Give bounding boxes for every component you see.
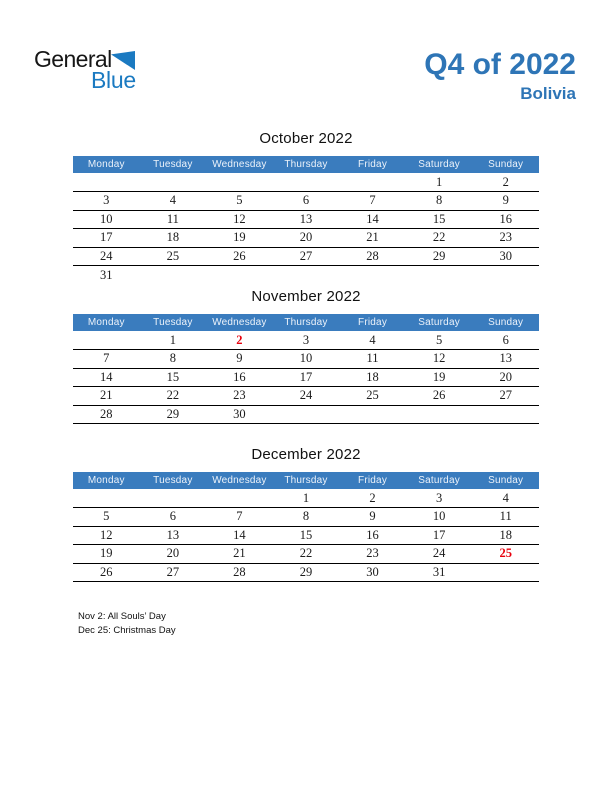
empty-day-cell — [406, 405, 473, 424]
day-cell: 29 — [406, 247, 473, 266]
weekday-label: Thursday — [273, 156, 340, 173]
week-row — [73, 350, 539, 369]
day-cell: 31 — [406, 563, 473, 582]
month-table — [73, 314, 539, 424]
footnote-line: Dec 25: Christmas Day — [78, 625, 176, 636]
weekday-label: Thursday — [273, 472, 340, 489]
empty-day-cell — [339, 405, 406, 424]
empty-day-cell — [339, 173, 406, 192]
empty-day-cell — [273, 173, 340, 192]
month-table — [73, 472, 539, 582]
day-cell: 1 — [406, 173, 473, 192]
day-cell: 26 — [73, 563, 140, 582]
day-cell: 22 — [406, 229, 473, 248]
day-cell: 19 — [73, 545, 140, 564]
weekday-label: Tuesday — [140, 472, 207, 489]
day-cell: 2 — [339, 489, 406, 508]
month-title: November 2022 — [251, 288, 361, 305]
empty-day-cell — [140, 173, 207, 192]
weekday-label: Monday — [73, 472, 140, 489]
day-cell: 13 — [472, 350, 539, 369]
weekday-header-row — [73, 472, 539, 489]
day-cell: 26 — [406, 387, 473, 406]
empty-day-cell — [273, 266, 340, 285]
day-cell: 28 — [73, 405, 140, 424]
weekday-label: Wednesday — [206, 314, 273, 331]
day-cell: 2 — [472, 173, 539, 192]
weekday-label: Sunday — [472, 314, 539, 331]
empty-day-cell — [206, 489, 273, 508]
day-cell: 13 — [140, 526, 207, 545]
week-row — [73, 563, 539, 582]
weekday-label: Sunday — [472, 472, 539, 489]
page-header — [34, 48, 576, 104]
day-cell: 25 — [140, 247, 207, 266]
day-cell: 11 — [339, 350, 406, 369]
day-cell: 14 — [73, 368, 140, 387]
weekday-label: Saturday — [406, 156, 473, 173]
day-cell: 22 — [273, 545, 340, 564]
day-cell: 16 — [339, 526, 406, 545]
country-subtitle: Bolivia — [520, 84, 576, 103]
week-row — [73, 192, 539, 211]
week-row — [73, 508, 539, 527]
empty-day-cell — [472, 563, 539, 582]
week-row — [73, 387, 539, 406]
weekday-label: Saturday — [406, 472, 473, 489]
day-cell: 12 — [206, 210, 273, 229]
day-cell: 27 — [140, 563, 207, 582]
weekday-label: Tuesday — [140, 314, 207, 331]
holiday-footnotes — [78, 610, 612, 638]
day-cell: 7 — [73, 350, 140, 369]
month-calendar — [0, 446, 612, 582]
day-cell: 15 — [140, 368, 207, 387]
day-cell: 17 — [73, 229, 140, 248]
weekday-label: Sunday — [472, 156, 539, 173]
day-cell: 8 — [273, 508, 340, 527]
week-row — [73, 331, 539, 350]
day-cell: 19 — [406, 368, 473, 387]
day-cell: 13 — [273, 210, 340, 229]
day-cell: 6 — [273, 192, 340, 211]
day-cell: 20 — [140, 545, 207, 564]
empty-day-cell — [273, 405, 340, 424]
day-cell: 21 — [73, 387, 140, 406]
day-cell: 7 — [339, 192, 406, 211]
day-cell: 9 — [472, 192, 539, 211]
day-cell: 25 — [472, 545, 539, 564]
week-row — [73, 173, 539, 192]
weekday-label: Wednesday — [206, 156, 273, 173]
empty-day-cell — [472, 266, 539, 285]
weekday-label: Friday — [339, 314, 406, 331]
day-cell: 27 — [472, 387, 539, 406]
day-cell: 20 — [273, 229, 340, 248]
empty-day-cell — [206, 266, 273, 285]
day-cell: 29 — [273, 563, 340, 582]
weekday-header-row — [73, 156, 539, 173]
day-cell: 24 — [406, 545, 473, 564]
day-cell: 18 — [339, 368, 406, 387]
day-cell: 3 — [406, 489, 473, 508]
day-cell: 23 — [472, 229, 539, 248]
title-block — [424, 48, 576, 104]
empty-day-cell — [140, 489, 207, 508]
day-cell: 17 — [273, 368, 340, 387]
day-cell: 1 — [140, 331, 207, 350]
day-cell: 6 — [140, 508, 207, 527]
day-cell: 3 — [73, 192, 140, 211]
day-cell: 31 — [100, 267, 113, 282]
week-row — [73, 545, 539, 564]
day-cell: 12 — [406, 350, 473, 369]
day-cell: 20 — [472, 368, 539, 387]
day-cell: 14 — [206, 526, 273, 545]
day-cell: 5 — [206, 192, 273, 211]
day-cell: 16 — [206, 368, 273, 387]
day-cell: 8 — [140, 350, 207, 369]
day-cell: 4 — [140, 192, 207, 211]
week-row — [73, 405, 539, 424]
day-cell: 26 — [206, 247, 273, 266]
weekday-label: Thursday — [273, 314, 340, 331]
empty-day-cell — [339, 266, 406, 285]
empty-day-cell — [73, 489, 140, 508]
day-cell: 24 — [73, 247, 140, 266]
week-row — [73, 210, 539, 229]
day-cell: 30 — [472, 247, 539, 266]
logo-text-blue: Blue — [91, 67, 136, 93]
week-row — [73, 368, 539, 387]
day-cell: 12 — [73, 526, 140, 545]
day-cell: 19 — [206, 229, 273, 248]
weekday-label: Friday — [339, 472, 406, 489]
logo-text-general: General — [34, 46, 112, 72]
day-cell: 9 — [339, 508, 406, 527]
day-cell: 24 — [273, 387, 340, 406]
day-cell: 18 — [472, 526, 539, 545]
empty-day-cell — [206, 173, 273, 192]
day-cell: 4 — [339, 331, 406, 350]
day-cell: 21 — [339, 229, 406, 248]
day-cell: 30 — [339, 563, 406, 582]
footnote-line: Nov 2: All Souls’ Day — [78, 611, 166, 622]
empty-day-cell — [140, 266, 207, 285]
week-row — [73, 229, 539, 248]
month-title: December 2022 — [251, 446, 361, 463]
day-cell: 23 — [206, 387, 273, 406]
weekday-label: Saturday — [406, 314, 473, 331]
day-cell: 29 — [140, 405, 207, 424]
month-table — [73, 156, 539, 284]
weekday-label: Monday — [73, 156, 140, 173]
day-cell: 5 — [406, 331, 473, 350]
day-cell: 11 — [472, 508, 539, 527]
day-cell: 14 — [339, 210, 406, 229]
day-cell: 10 — [273, 350, 340, 369]
day-cell: 4 — [472, 489, 539, 508]
empty-day-cell — [472, 405, 539, 424]
weekday-label: Wednesday — [206, 472, 273, 489]
months-container — [0, 130, 612, 582]
week-row — [73, 266, 539, 285]
month-calendar — [0, 130, 612, 284]
day-cell: 9 — [206, 350, 273, 369]
day-cell: 8 — [406, 192, 473, 211]
day-cell: 28 — [339, 247, 406, 266]
empty-day-cell — [406, 266, 473, 285]
day-cell: 17 — [406, 526, 473, 545]
month-calendar — [0, 288, 612, 424]
day-cell: 25 — [339, 387, 406, 406]
day-cell: 3 — [273, 331, 340, 350]
day-cell: 1 — [273, 489, 340, 508]
page-title: Q4 of 2022 — [424, 48, 576, 81]
week-row — [73, 526, 539, 545]
month-title: October 2022 — [259, 130, 353, 147]
day-cell: 27 — [273, 247, 340, 266]
day-cell: 30 — [206, 405, 273, 424]
weekday-label: Monday — [73, 314, 140, 331]
day-cell: 11 — [140, 210, 207, 229]
week-row — [73, 489, 539, 508]
day-cell: 10 — [73, 210, 140, 229]
day-cell: 2 — [206, 331, 273, 350]
day-cell: 5 — [73, 508, 140, 527]
day-cell: 23 — [339, 545, 406, 564]
day-cell: 28 — [206, 563, 273, 582]
day-cell: 15 — [406, 210, 473, 229]
weekday-label: Friday — [339, 156, 406, 173]
day-cell: 15 — [273, 526, 340, 545]
day-cell: 18 — [140, 229, 207, 248]
empty-day-cell — [73, 331, 140, 350]
day-cell: 7 — [206, 508, 273, 527]
weekday-header-row — [73, 314, 539, 331]
week-row — [73, 247, 539, 266]
day-cell: 21 — [206, 545, 273, 564]
day-cell: 16 — [472, 210, 539, 229]
weekday-label: Tuesday — [140, 156, 207, 173]
day-cell: 22 — [140, 387, 207, 406]
general-blue-logo — [34, 48, 164, 98]
day-cell: 6 — [472, 331, 539, 350]
day-cell: 10 — [406, 508, 473, 527]
empty-day-cell — [73, 173, 140, 192]
